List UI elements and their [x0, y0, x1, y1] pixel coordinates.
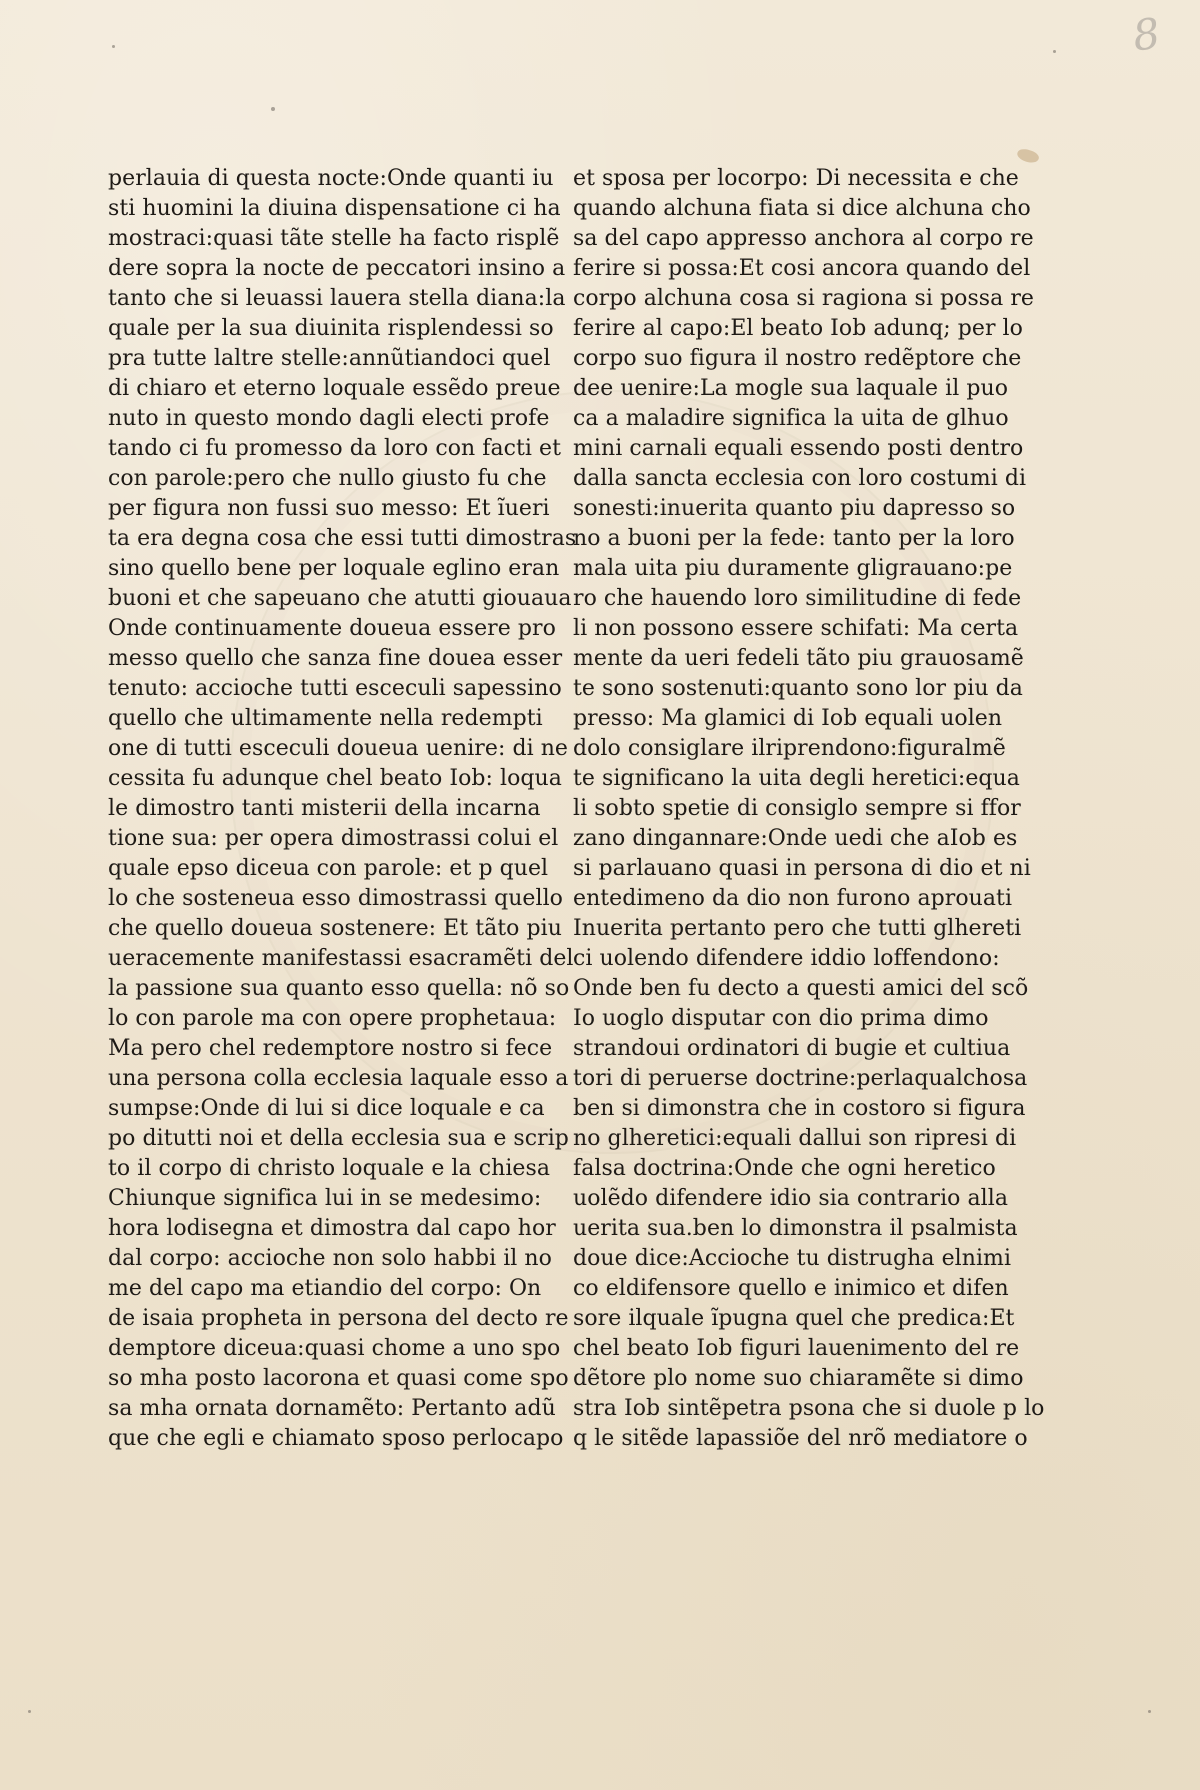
folio-number: 8: [1129, 8, 1164, 61]
text-line: so mha posto lacorona et quasi come spo: [108, 1366, 569, 1391]
text-line: strandoui ordinatori di bugie et cultiua: [573, 1036, 1011, 1061]
right-text-column: [573, 164, 1045, 1454]
text-line: Onde continuamente doueua essere pro: [108, 616, 556, 641]
ink-speck: [28, 1710, 31, 1713]
text-line: quale epso diceua con parole: et p quel: [108, 856, 549, 881]
text-line: lo che sosteneua esso dimostrassi quello: [108, 886, 563, 911]
text-line: che quello doueua sostenere: Et tãto piu: [108, 916, 562, 941]
text-line: sino quello bene per loquale eglino eran: [108, 556, 560, 581]
text-line: la passione sua quanto esso quella: nõ so: [108, 976, 570, 1001]
text-line: Inuerita pertanto pero che tutti glhereti: [573, 916, 1022, 941]
text-line: perlauia di questa nocte:Onde quanti iu: [108, 166, 554, 191]
text-line: no glheretici:equali dallui son ripresi di: [573, 1126, 1017, 1151]
text-line: tanto che si leuassi lauera stella diana:la: [108, 286, 566, 311]
text-line: Ma pero chel redemptore nostro si fece: [108, 1036, 553, 1061]
text-line: dal corpo: accioche non solo habbi il no: [108, 1246, 552, 1271]
ink-speck: [1148, 1710, 1151, 1713]
text-line: te sono sostenuti:quanto sono lor piu da: [573, 676, 1023, 701]
text-line: presso: Ma glamici di Iob equali uolen: [573, 706, 1003, 731]
text-line: entedimeno da dio non furono aprouati: [573, 886, 1013, 911]
text-line: con parole:pero che nullo giusto fu che: [108, 466, 547, 491]
text-line: quello che ultimamente nella redempti: [108, 706, 543, 731]
text-line: sti huomini la diuina dispensatione ci ha: [108, 196, 561, 221]
text-line: co eldifensore quello e inimico et difen: [573, 1276, 1009, 1301]
text-line: quale per la sua diuinita risplendessi so: [108, 316, 554, 341]
text-line: et sposa per locorpo: Di necessita e che: [573, 166, 1019, 191]
text-line: sore ilquale ĩpugna quel che predica:Et: [573, 1306, 1015, 1331]
text-line: buoni et che sapeuano che atutti giouaua: [108, 586, 572, 611]
text-line: corpo alchuna cosa si ragiona si possa re: [573, 286, 1034, 311]
text-line: Io uoglo disputar con dio prima dimo: [573, 1006, 989, 1031]
text-line: pra tutte laltre stelle:annũtiandoci quel: [108, 346, 551, 371]
text-line: dee uenire:La mogle sua laquale il puo: [573, 376, 1009, 401]
text-line: q le sitẽde lapassiõe del nrõ mediatore o: [573, 1426, 1028, 1451]
text-line: uerita sua.ben lo dimonstra il psalmista: [573, 1216, 1018, 1241]
paper-flaw: [1016, 147, 1041, 165]
text-line: stra Iob sintẽpetra psona che si duole p lo: [573, 1396, 1045, 1421]
text-line: sonesti:inuerita quanto piu dapresso so: [573, 496, 1016, 521]
text-line: ro che hauendo loro similitudine di fede: [573, 586, 1022, 611]
text-line: cessita fu adunque chel beato Iob: loqua: [108, 766, 562, 791]
text-line: li non possono essere schifati: Ma certa: [573, 616, 1019, 641]
text-line: quando alchuna fiata si dice alchuna cho: [573, 196, 1031, 221]
text-line: ferire si possa:Et cosi ancora quando del: [573, 256, 1031, 281]
text-line: que che egli e chiamato sposo perlocapo: [108, 1426, 564, 1451]
text-line: ta era degna cosa che essi tutti dimostras: [108, 526, 577, 551]
text-line: si parlauano quasi in persona di dio et ni: [573, 856, 1031, 881]
text-line: nuto in questo mondo dagli electi profe: [108, 406, 550, 431]
text-line: dere sopra la nocte de peccatori insino a: [108, 256, 566, 281]
text-line: tione sua: per opera dimostrassi colui el: [108, 826, 559, 851]
text-line: messo quello che sanza fine douea esser: [108, 646, 563, 671]
text-line: falsa doctrina:Onde che ogni heretico: [573, 1156, 996, 1181]
text-line: lo con parole ma con opere prophetaua:: [108, 1006, 557, 1031]
text-line: po ditutti noi et della ecclesia sua e scrip: [108, 1126, 569, 1151]
text-line: una persona colla ecclesia laquale esso a: [108, 1066, 569, 1091]
text-line: uolẽdo difendere idio sia contrario alla: [573, 1186, 1009, 1211]
ink-speck: [112, 45, 115, 48]
text-line: di chiaro et eterno loquale essẽdo preue: [108, 376, 561, 401]
text-line: de isaia propheta in persona del decto re: [108, 1306, 569, 1331]
text-line: ferire al capo:El beato Iob adunq; per lo: [573, 316, 1023, 341]
text-line: ueracemente manifestassi esacramẽti del: [108, 946, 574, 971]
text-line: mini carnali equali essendo posti dentro: [573, 436, 1024, 461]
text-line: mala uita piu duramente gligrauano:pe: [573, 556, 1013, 581]
text-line: ci uolendo difendere iddio loffendono:: [573, 946, 1000, 971]
text-line: mente da ueri fedeli tãto piu grauosamẽ: [573, 646, 1024, 671]
text-line: ca a maladire significa la uita de glhuo: [573, 406, 1009, 431]
text-line: le dimostro tanti misterii della incarna: [108, 796, 541, 821]
text-line: chel beato Iob figuri lauenimento del re: [573, 1336, 1020, 1361]
text-line: tando ci fu promesso da loro con facti et: [108, 436, 561, 461]
text-line: mostraci:quasi tãte stelle ha facto risplẽ: [108, 226, 560, 251]
text-line: sumpse:Onde di lui si dice loquale e ca: [108, 1096, 545, 1121]
text-line: dolo consiglare ilriprendono:figuralmẽ: [573, 736, 1006, 761]
text-line: dẽtore plo nome suo chiaramẽte si dimo: [573, 1366, 1024, 1391]
text-line: te significano la uita degli heretici:equa: [573, 766, 1020, 791]
text-line: one di tutti esceculi doueua uenire: di ne: [108, 736, 568, 761]
text-line: ben si dimonstra che in costoro si figura: [573, 1096, 1026, 1121]
text-line: dalla sancta ecclesia con loro costumi di: [573, 466, 1027, 491]
text-line: to il corpo di christo loquale e la chiesa: [108, 1156, 550, 1181]
text-line: zano dingannare:Onde uedi che aIob es: [573, 826, 1018, 851]
text-line: per figura non fussi suo messo: Et ĩueri: [108, 496, 550, 521]
text-line: me del capo ma etiandio del corpo: On: [108, 1276, 542, 1301]
text-line: tori di peruerse doctrine:perlaqualchosa: [573, 1066, 1028, 1091]
text-line: Chiunque significa lui in se medesimo:: [108, 1186, 542, 1211]
text-line: Onde ben fu decto a questi amici del scõ: [573, 976, 1029, 1001]
text-line: corpo suo figura il nostro redẽptore che: [573, 346, 1022, 371]
text-line: hora lodisegna et dimostra dal capo hor: [108, 1216, 556, 1241]
text-line: sa mha ornata dornamẽto: Pertanto adũ: [108, 1396, 556, 1421]
text-line: doue dice:Accioche tu distrugha elnimi: [573, 1246, 1012, 1271]
left-text-column: [108, 164, 577, 1454]
text-line: sa del capo appresso anchora al corpo re: [573, 226, 1034, 251]
ink-speck: [1053, 50, 1056, 53]
ink-speck: [271, 107, 275, 111]
text-line: no a buoni per la fede: tanto per la loro: [573, 526, 1015, 551]
text-line: li sobto spetie di consiglo sempre si ffor: [573, 796, 1021, 821]
text-line: demptore diceua:quasi chome a uno spo: [108, 1336, 561, 1361]
text-line: tenuto: accioche tutti esceculi sapessino: [108, 676, 562, 701]
